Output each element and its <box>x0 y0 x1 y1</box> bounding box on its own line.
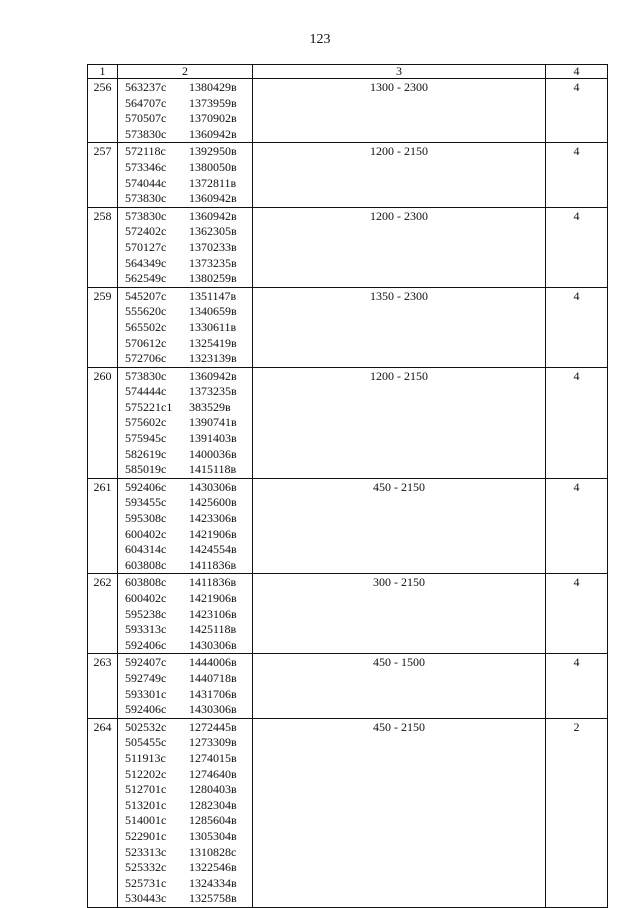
table-header-row <box>88 65 608 79</box>
row-number: 261 <box>88 478 118 574</box>
longitude: 1425118в <box>189 622 237 637</box>
latitude: 593301с <box>125 686 167 701</box>
latitude: 595308с <box>125 511 167 526</box>
longitude: 1431706в <box>189 686 237 701</box>
coordinate-pair <box>125 542 252 558</box>
depth-range: 300 - 2150 <box>253 574 546 654</box>
category: 4 <box>546 478 608 574</box>
coordinate-pair <box>125 176 252 192</box>
coordinate-pair <box>125 813 252 829</box>
coordinate-pair <box>125 96 252 112</box>
coordinate-pair <box>125 845 252 861</box>
latitude: 573830с <box>125 126 167 141</box>
longitude: 383529в <box>189 399 231 414</box>
coordinate-pair <box>125 607 252 623</box>
latitude: 573830с <box>125 191 167 206</box>
latitude: 574444с <box>125 384 167 399</box>
latitude: 555620с <box>125 304 167 319</box>
latitude: 572706с <box>125 351 167 366</box>
coordinate-pair <box>125 400 252 416</box>
table-row <box>88 79 608 143</box>
coordinate-pair <box>125 160 252 176</box>
coordinate-pair <box>125 351 252 367</box>
latitude: 593313с <box>125 622 167 637</box>
longitude: 1360942в <box>189 208 237 223</box>
latitude: 522901с <box>125 828 167 843</box>
depth-range: 450 - 2150 <box>253 478 546 574</box>
latitude: 545207с <box>125 288 167 303</box>
row-number: 264 <box>88 718 118 907</box>
longitude: 1392950в <box>189 144 237 159</box>
table-row <box>88 143 608 207</box>
longitude: 1282304в <box>189 797 237 812</box>
longitude: 1373959в <box>189 95 237 110</box>
coordinate-pair <box>125 876 252 892</box>
coordinate-pair <box>125 191 252 207</box>
latitude: 525731с <box>125 875 167 890</box>
latitude: 574044с <box>125 175 167 190</box>
longitude: 1372811в <box>189 175 237 190</box>
coordinate-pair <box>125 655 252 671</box>
depth-range: 1200 - 2150 <box>253 367 546 478</box>
coordinates-cell <box>118 718 253 907</box>
row-number: 257 <box>88 143 118 207</box>
coordinate-pair <box>125 431 252 447</box>
coordinate-pair <box>125 622 252 638</box>
coordinate-pair <box>125 80 252 96</box>
longitude: 1423306в <box>189 511 237 526</box>
latitude: 570612с <box>125 335 167 350</box>
coordinate-pair <box>125 527 252 543</box>
table-row <box>88 718 608 907</box>
latitude: 600402с <box>125 591 167 605</box>
table-row <box>88 574 608 654</box>
coordinate-pair <box>125 111 252 127</box>
coordinate-pair <box>125 860 252 876</box>
depth-range: 1200 - 2300 <box>253 207 546 287</box>
depth-range: 1200 - 2150 <box>253 143 546 207</box>
longitude: 1390741в <box>189 415 237 430</box>
depth-range: 1350 - 2300 <box>253 287 546 367</box>
latitude: 592406с <box>125 702 167 717</box>
depth-range: 450 - 1500 <box>253 654 546 718</box>
longitude: 1380050в <box>189 159 237 174</box>
latitude: 570507с <box>125 111 167 126</box>
longitude: 1324334в <box>189 875 237 890</box>
coordinate-pair <box>125 767 252 783</box>
coordinate-pair <box>125 256 252 272</box>
longitude: 1323139в <box>189 351 237 366</box>
latitude: 564349с <box>125 255 167 270</box>
coordinates-cell <box>118 287 253 367</box>
coordinate-pair <box>125 720 252 736</box>
longitude: 1360942в <box>189 191 237 206</box>
longitude: 1415118в <box>189 462 237 477</box>
coordinate-pair <box>125 495 252 511</box>
longitude: 1430306в <box>189 637 237 652</box>
latitude: 600402с <box>125 526 167 541</box>
category: 4 <box>546 207 608 287</box>
coordinate-pair <box>125 304 252 320</box>
longitude: 1322546в <box>189 860 237 875</box>
coordinate-pair <box>125 320 252 336</box>
longitude: 1421906в <box>189 591 237 605</box>
longitude: 1391403в <box>189 431 237 446</box>
coordinates-cell <box>118 79 253 143</box>
longitude: 1285604в <box>189 813 237 828</box>
row-number: 256 <box>88 79 118 143</box>
latitude: 523313с <box>125 844 167 859</box>
coordinate-pair <box>125 447 252 463</box>
longitude: 1370233в <box>189 239 237 254</box>
longitude: 1411836в <box>189 557 237 572</box>
coordinate-pair <box>125 558 252 574</box>
category: 4 <box>546 143 608 207</box>
longitude: 1274015в <box>189 750 237 765</box>
longitude: 1340659в <box>189 304 237 319</box>
longitude: 1424554в <box>189 542 237 557</box>
latitude: 573830с <box>125 368 167 383</box>
depth-range: 1300 - 2300 <box>253 79 546 143</box>
longitude: 1325419в <box>189 335 237 350</box>
longitude: 1310828с <box>189 844 237 859</box>
coordinate-pair <box>125 144 252 160</box>
latitude: 575221с1 <box>125 399 173 414</box>
latitude: 572402с <box>125 224 167 239</box>
latitude: 575602с <box>125 415 167 430</box>
table-row <box>88 654 608 718</box>
latitude: 512202с <box>125 766 167 781</box>
column-header-1: 1 <box>88 65 118 79</box>
coordinate-pair <box>125 224 252 240</box>
coordinates-cell <box>118 574 253 654</box>
longitude: 1274640в <box>189 766 237 781</box>
coordinate-pair <box>125 687 252 703</box>
latitude: 572118с <box>125 144 166 159</box>
coordinates-cell <box>118 367 253 478</box>
latitude: 595238с <box>125 606 167 621</box>
coordinate-pair <box>125 638 252 654</box>
longitude: 1440718в <box>189 670 237 685</box>
coordinate-pair <box>125 127 252 143</box>
longitude: 1360942в <box>189 368 237 383</box>
longitude: 1380259в <box>189 271 237 286</box>
category: 4 <box>546 287 608 367</box>
latitude: 592407с <box>125 655 167 670</box>
coordinates-cell <box>118 207 253 287</box>
latitude: 502532с <box>125 719 167 734</box>
table-body <box>88 79 608 908</box>
column-header-2: 2 <box>118 65 253 79</box>
coordinate-pair <box>125 798 252 814</box>
longitude: 1421906в <box>189 526 237 541</box>
latitude: 565502с <box>125 319 167 334</box>
latitude: 530443с <box>125 891 167 906</box>
latitude: 562549с <box>125 271 167 286</box>
latitude: 603808с <box>125 575 167 590</box>
table-row <box>88 367 608 478</box>
longitude: 1351147в <box>189 288 237 303</box>
latitude: 603808с <box>125 557 167 572</box>
longitude: 1430306в <box>189 479 237 494</box>
latitude: 593455с <box>125 495 167 510</box>
longitude: 1373235в <box>189 255 237 270</box>
longitude: 1360942в <box>189 126 237 141</box>
table-row <box>88 207 608 287</box>
row-number: 262 <box>88 574 118 654</box>
coordinate-pair <box>125 511 252 527</box>
row-number: 259 <box>88 287 118 367</box>
latitude: 592406с <box>125 479 167 494</box>
latitude: 573830с <box>125 208 167 223</box>
coordinate-pair <box>125 829 252 845</box>
latitude: 604314с <box>125 542 167 557</box>
latitude: 505455с <box>125 735 167 750</box>
coordinate-pair <box>125 289 252 305</box>
row-number: 258 <box>88 207 118 287</box>
longitude: 1423106в <box>189 606 237 621</box>
latitude: 570127с <box>125 239 167 254</box>
longitude: 1305304в <box>189 828 237 843</box>
longitude: 1273309в <box>189 735 237 750</box>
longitude: 1400036в <box>189 446 237 461</box>
longitude: 1362305в <box>189 224 237 239</box>
coordinate-pair <box>125 369 252 385</box>
coordinate-pair <box>125 240 252 256</box>
coordinates-cell <box>118 654 253 718</box>
latitude: 592749с <box>125 670 167 685</box>
latitude: 575945с <box>125 431 167 446</box>
latitude: 525332с <box>125 860 167 875</box>
longitude: 1370902в <box>189 111 237 126</box>
latitude: 512701с <box>125 782 167 797</box>
latitude: 511913с <box>125 750 166 765</box>
category: 4 <box>546 654 608 718</box>
latitude: 514001с <box>125 813 167 828</box>
category: 4 <box>546 79 608 143</box>
longitude: 1430306в <box>189 702 237 717</box>
latitude: 564707с <box>125 95 167 110</box>
coordinate-pair <box>125 735 252 751</box>
coordinate-pair <box>125 671 252 687</box>
latitude: 513201с <box>125 797 167 812</box>
latitude: 563237с <box>125 80 167 94</box>
coordinate-pair <box>125 702 252 718</box>
coordinate-pair <box>125 271 252 287</box>
latitude: 573346с <box>125 159 167 174</box>
column-header-3: 3 <box>253 65 546 79</box>
category: 2 <box>546 718 608 907</box>
latitude: 582619с <box>125 446 167 461</box>
longitude: 1425600в <box>189 495 237 510</box>
coordinates-cell <box>118 143 253 207</box>
latitude: 585019с <box>125 462 167 477</box>
longitude: 1380429в <box>189 80 237 94</box>
table-row <box>88 478 608 574</box>
coordinate-pair <box>125 415 252 431</box>
column-header-4: 4 <box>546 65 608 79</box>
coordinate-pair <box>125 462 252 478</box>
depth-range: 450 - 2150 <box>253 718 546 907</box>
latitude: 592406с <box>125 637 167 652</box>
coordinate-pair <box>125 384 252 400</box>
table-row <box>88 287 608 367</box>
coordinate-pair <box>125 575 252 591</box>
longitude: 1272445в <box>189 719 237 734</box>
category: 4 <box>546 367 608 478</box>
row-number: 260 <box>88 367 118 478</box>
coordinate-pair <box>125 336 252 352</box>
coordinates-table <box>87 64 608 908</box>
category: 4 <box>546 574 608 654</box>
coordinate-pair <box>125 209 252 225</box>
longitude: 1280403в <box>189 782 237 797</box>
coordinate-pair <box>125 591 252 607</box>
longitude: 1444006в <box>189 655 237 670</box>
longitude: 1330611в <box>189 319 237 334</box>
coordinate-pair <box>125 751 252 767</box>
longitude: 1325758в <box>189 891 237 906</box>
coordinates-cell <box>118 478 253 574</box>
longitude: 1373235в <box>189 384 237 399</box>
coordinate-pair <box>125 782 252 798</box>
longitude: 1411836в <box>189 575 237 590</box>
row-number: 263 <box>88 654 118 718</box>
coordinate-pair <box>125 480 252 496</box>
page-number: 123 <box>309 32 331 47</box>
